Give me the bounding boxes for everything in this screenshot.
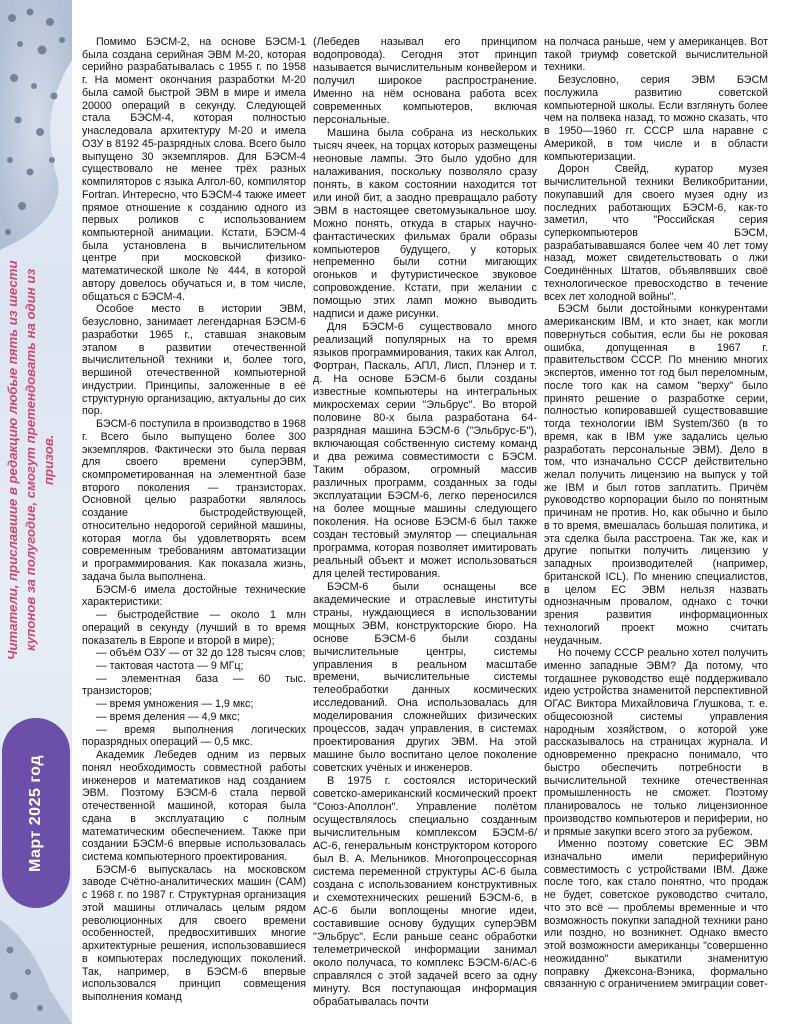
paragraph: (Лебедев называл его принципом водопровода). Сегодня этот принцип называется вычислительным конвейером и получил широкое распространение. Именно на нём основана работа всех современных компьютеров, включая персональные. — [313, 36, 537, 126]
paragraph: Академик Лебедев одним из первых понял необходимость совместной работы инженеров и математиков над созданием ЭВМ. Поэтому БЭСМ-6 стала первой отечественной машиной, которая была сдана в эксплуатацию с полным математическим обеспечением. Также при создании БЭСМ-6 впервые использовалась система компьютерного проектирования. — [82, 749, 306, 863]
spec-list-item: — объём ОЗУ — от 32 до 128 тысяч слов; — [96, 647, 306, 660]
paragraph: Особое место в истории ЭВМ, безусловно, занимает легендарная БЭСМ-6 разработки 1965 г., ставшая знаковым этапом в развитии отечественной вычислительной техники и, более того, вершиной отечественной компьютерной индустрии. Принципы, заложенные в её структурную организацию, актуальны до сих пор. — [82, 303, 306, 418]
article-column-2 — [313, 36, 537, 1009]
prize-coupon-note: Читатели, приславшие в редакцию любые пять из шести купонов за полугодие, смогут претендовать на один из призов. — [5, 260, 56, 660]
article-column-3 — [544, 36, 768, 991]
paragraph: Но почему СССР реально хотел получить именно западные ЭВМ? Да потому, что тогдашнее руководство ещё поддерживало идею устройства знаменитой перспективной ОГАС Виктора Михайловича Глушкова, т. е. общесоюзной системы управления народным хозяйством, о которой уже рассказывалось на страницах журнала. И одновременно прекрасно понимало, что быстро обеспечить потребности в вычислительной технике отечественная промышленность не сможет. Поэтому планировалось не только лицензионное производство компьютеров и периферии, но и прямые закупки всего этого за рубежом. — [544, 647, 768, 838]
issue-date-badge — [2, 718, 70, 908]
issue-date-text: Март 2025 год — [27, 754, 44, 872]
article-body — [82, 36, 786, 1020]
article-column-1 — [82, 36, 306, 1004]
paragraph: Именно поэтому советские ЕС ЭВМ изначально имели периферийную совместимость с устройствами IBM. Даже после того, как стало понятно, что продаж не будет, советское руководство считало, что это всё — проблемы временные и что возможность покупки западной техники рано или поздно, но возникнет. Однако вместо этой возможности американцы "совершенно неожиданно" выкатили знаменитую поправку Джексона-Вэника, формально связанную с ограничением эмиграции совет- — [544, 838, 768, 991]
spec-list-item: — быстродействие — около 1 млн операций в секунду (лучший в то время показатель в Европе и второй в мире); — [82, 609, 306, 647]
paragraph: БЭСМ были достойными конкурентами американским IBM, и кто знает, как могли повернуться события, если бы не роковая ошибка, допущенная в 1967 г. правительством СССР. По мнению многих экспертов, именно тот год был переломным, после того как на самом "верху" было принято решение о разработке серии, полностью копировавшей существовавшие тогда технологии IBM System/360 (в то время, как в IBM уже задались целью разработать персональные ЭВМ). Дело в том, что изначально СССР действительно желал получить лицензию на выпуск у той же IBM и был готов заплатить. Причём руководство корпорации было по понятным причинам не против. Но, как обычно и было в то время, вмешалась большая политика, и эта сделка была расстроена. Так же, как и другие попытки получить лицензию у западных производителей (например, британской ICL). По мнению специалистов, в целом ЕС ЭВМ нельзя назвать однозначным провалом, однако с точки зрения развития информационных технологий проект можно считать неудачным. — [544, 303, 768, 647]
paragraph: БЭСМ-6 поступила в производство в 1968 г. Всего было выпущено более 300 экземпляров. Фактически это была первая для своего времени суперЭВМ, скомпрометированная на элементной базе второго поколения — транзисторах. Основной целью разработки являлось создание быстродействующей, относительно недорогой серийной машины, которая могла бы удовлетворять всем современным требованиям автоматизации и программирования. Как показала жизнь, задача была выполнена. — [82, 418, 306, 583]
paragraph: БЭСМ-6 имела достойные технические характеристики: — [82, 583, 306, 609]
paragraph: Помимо БЭСМ-2, на основе БЭСМ-1 была создана серийная ЭВМ М-20, которая серийно разрабатывалась с 1955 г. по 1958 г. На момент окончания разработки М-20 была самой быстрой ЭВМ в мире и имела 20000 операций в секунду. Следующей стала БЭСМ-4, которая полностью унаследовала архитектуру М-20 и имела ОЗУ в 8192 45-разрядных слова. Всего было выпущено 30 экземпляров. Для БЭСМ-4 существовало не менее трёх разных компиляторов с языка Алгол-60, компилятор Fortran. Интересно, что БЭСМ-4 также имеет прямое отношение к созданию одного из первых роликов с использованием компьютерной анимации. Кстати, БЭСМ-4 была установлена в вычислительном центре при московской физико-математической школе № 444, в которой автору довелось обучаться и, в том числе, общаться с БЭСМ-4. — [82, 36, 306, 303]
sidebar-strip — [0, 0, 72, 1024]
spec-list-item: — тактовая частота — 9 МГц; — [96, 659, 244, 672]
spec-list-item: — время деления — 4,9 мкс; — [96, 710, 240, 723]
paragraph: БЭСМ-6 были оснащены все академические и отраслевые институты страны, нуждающиеся в использовании мощных ЭВМ, конструкторские бюро. На основе БЭСМ-6 были созданы вычислительные центры, системы управления в реальном масштабе времени, вычислительные системы телеобработки данных космических исследований. Она использовалась для моделирования сложнейших физических процессов, задач управления, в системах проектирования других ЭВМ. На этой машине было воспитано целое поколение советских учёных и инженеров. — [313, 580, 537, 775]
paragraph: на полчаса раньше, чем у американцев. Вот такой триумф советской вычислительной техники. — [544, 36, 768, 74]
paragraph: В 1975 г. состоялся исторический советско-американский космический проект "Союз-Аполлон". Управление полётом осуществлялось специально созданным вычислительным комплексом БЭСМ-6/АС-6, генеральным конструктором которого был В. А. Мельников. Многопроцессорная система переменной структуры АС-6 была создана с использованием конструктивных и схемотехнических решений БЭСМ-6, в АС-6 были воплощены многие идеи, составившие основу будущих суперЭВМ "Эльбрус". Если раньше сеанс обработки телеметрической информации занимал около получаса, то комплекс БЭСМ-6/АС-6 справлялся с этой задачей всего за одну минуту. Вся поступающая информация обрабатывалась почти — [313, 775, 537, 1008]
spec-list-item: — время выполнения логических поразрядных операций — 0,5 мкс. — [82, 723, 306, 749]
paragraph: Дорон Свейд, куратор музея вычислительной техники Великобритании, покупавший для своего музея одну из последних работающих БЭСМ-6, как-то заметил, что "Российская серия суперкомпьютеров БЭСМ, разрабатывавшаяся более чем 40 лет тому назад, может свидетельствовать о лжи Соединённых Штатов, объявлявших своё технологическое превосходство в течение всех лет холодной войны". — [544, 163, 768, 303]
paragraph: Для БЭСМ-6 существовало много реализаций популярных на то время языков программирования, таких как Алгол, Фортран, Паскаль, АПЛ, Лисп, Плэнер и т. д. На основе БЭСМ-6 были созданы известные компьютеры на интегральных микросхемах серии "Эльбрус". Во второй половине 80-х была разработана 64-разрядная машина БЭСМ-6 ("Эльбрус-Б"), включающая собственную систему команд и два режима совместимости с БЭСМ. Таким образом, огромный массив различных программ, созданных за годы эксплуатации БЭСМ-6, легко переносился на более мощные машины следующего поколения. На основе БЭСМ-6 был также создан тестовый эмулятор — специальная программа, которая позволяет имитировать реальный объект и может использоваться для целей тестирования. — [313, 321, 537, 580]
spec-list-item: — время умножения — 1,9 мкс; — [96, 698, 254, 711]
paragraph: Машина была собрана из нескольких тысяч ячеек, на торцах которых размещены неоновые лампы. Это было удобно для налаживания, поскольку позволяло сразу понять, в каком состоянии находится тот или иной бит, а заодно превращало работу ЭВМ в настоящее светомузыкальное шоу. Можно понять, откуда в старых научно-фантастических фильмах брали образы компьютеров будущего, у которых непременно были сотни мигающих огоньков и футуристическое звуковое сопровождение. Кстати, при желании с помощью этих ламп можно выводить надписи и даже рисунки. — [313, 126, 537, 321]
spec-list-item: — элементная база — 60 тыс. транзисторов; — [82, 672, 306, 698]
paragraph: Безусловно, серия ЭВМ БЭСМ послужила развитию советской компьютерной школы. Если взглянуть более чем на полвека назад, то можно сказать, что в 1950—1960 гг. СССР шла наравне с Америкой, в том числе и в области компьютеризации. — [544, 74, 768, 163]
paragraph: БЭСМ-6 выпускалась на московском заводе Счётно-аналитических машин (САМ) с 1968 г. по 1987 г. Структурная организация этой машины отличалась целым рядом революционных для своего времени особенностей, предвосхитивших многие архитектурные решения, использовавшиеся в компьютерах последующих поколений. Так, например, в БЭСМ-6 впервые использовался принцип совмещения выполнения команд — [82, 863, 306, 1004]
